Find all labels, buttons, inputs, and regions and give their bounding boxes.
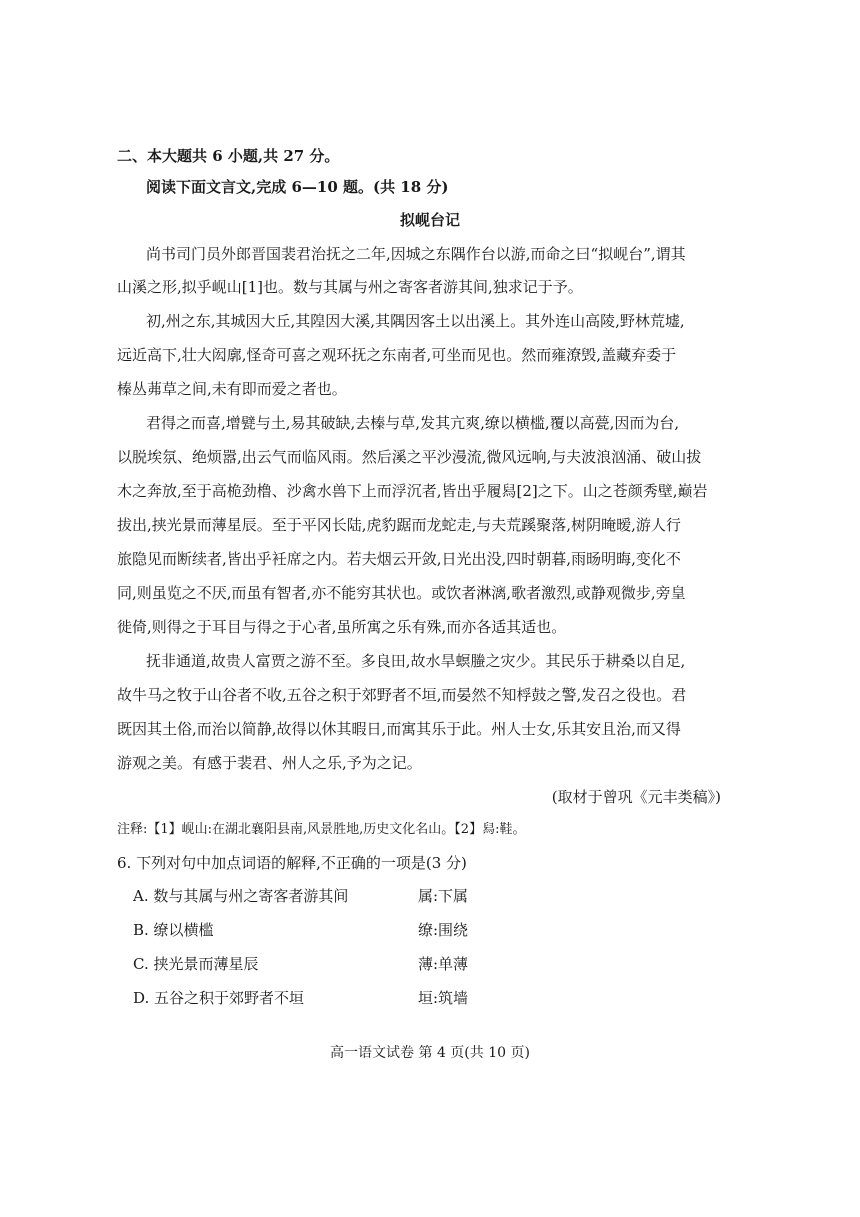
option-text: A. 数与其属与州之寄客者游其间 xyxy=(133,887,349,905)
passage-line: 故牛马之牧于山谷者不收,五谷之积于郊野者不垣,而晏然不知桴鼓之警,发召之役也。君 xyxy=(117,686,687,704)
passage-title: 拟岘台记 xyxy=(399,211,460,229)
section-heading: 二、本大题共 6 小题,共 27 分。 xyxy=(117,147,340,165)
passage-line: 木之奔放,至于高桅劲橹、沙禽水兽下上而浮沉者,皆出乎履舄[2]之下。山之苍颜秀壁,巅岩 xyxy=(117,482,708,500)
passage-line: 同,则虽览之不厌,而虽有智者,亦不能穷其状也。或饮者淋漓,歌者激烈,或静观微步,旁皇 xyxy=(117,584,686,602)
option-text: D. 五谷之积于郊野者不垣 xyxy=(133,989,305,1007)
option-explanation: 缭:围绕 xyxy=(418,921,469,939)
footnotes: 注释:【1】岘山:在湖北襄阳县南,风景胜地,历史文化名山。【2】舄:鞋。 xyxy=(117,822,526,837)
passage-line: 榛丛茀草之间,未有即而爱之者也。 xyxy=(117,380,347,398)
passage-line: 拔出,挟光景而薄星辰。至于平冈长陆,虎豹踞而龙蛇走,与夫荒蹊聚落,树阴晻暧,游人行 xyxy=(117,516,681,534)
passage-line: 既因其土俗,而治以简静,故得以休其暇日,而寓其乐于此。州人士女,乐其安且治,而又得 xyxy=(117,720,681,738)
option-text: B. 缭以横槛 xyxy=(133,921,214,939)
option-explanation: 属:下属 xyxy=(418,887,469,905)
passage-line: 抚非通道,故贵人富贾之游不至。多良田,故水旱螟螣之灾少。其民乐于耕桑以自足, xyxy=(146,652,686,670)
passage-line: 以脱埃氛、绝烦嚣,出云气而临风雨。然后溪之平沙漫流,微风远响,与夫波浪汹涌、破山拔 xyxy=(117,448,702,466)
passage-line: 游观之美。有感于裴君、州人之乐,予为之记。 xyxy=(117,754,422,772)
passage-line: 远近高下,壮大闳廓,怪奇可喜之观环抚之东南者,可坐而见也。然而雍潦毁,盖藏弃委于 xyxy=(117,346,677,364)
option-explanation: 垣:筑墙 xyxy=(418,989,469,1007)
passage-line: 徙倚,则得之于耳目与得之于心者,虽所寓之乐有殊,而亦各适其适也。 xyxy=(117,618,567,636)
passage-source: (取材于曾巩《元丰类稿》) xyxy=(551,788,721,806)
passage-line: 初,州之东,其城因大丘,其隍因大溪,其隅因客土以出溪上。其外连山高陵,野林荒墟, xyxy=(146,312,685,330)
passage-line: 尚书司门员外郎晋国裴君治抚之二年,因城之东隅作台以游,而命之曰“拟岘台”,谓其 xyxy=(146,245,686,263)
option-text: C. 挟光景而薄星辰 xyxy=(133,955,259,973)
passage-line: 山溪之形,拟乎岘山[1]也。数与其属与州之寄客者游其间,独求记于予。 xyxy=(117,278,583,296)
passage-line: 君得之而喜,增甓与土,易其破缺,去榛与草,发其亢爽,缭以横槛,覆以高甍,因而为台, xyxy=(146,414,680,432)
section-instruction: 阅读下面文言文,完成 6—10 题。(共 18 分) xyxy=(146,178,449,196)
question-stem: 6. 下列对句中加点词语的解释,不正确的一项是(3 分) xyxy=(117,854,467,872)
option-explanation: 薄:单薄 xyxy=(418,955,469,973)
passage-line: 旅隐见而断续者,皆出乎衽席之内。若夫烟云开敛,日光出没,四时朝暮,雨旸明晦,变化不 xyxy=(117,550,681,568)
page-footer: 高一语文试卷 第 4 页(共 10 页) xyxy=(330,1045,530,1061)
